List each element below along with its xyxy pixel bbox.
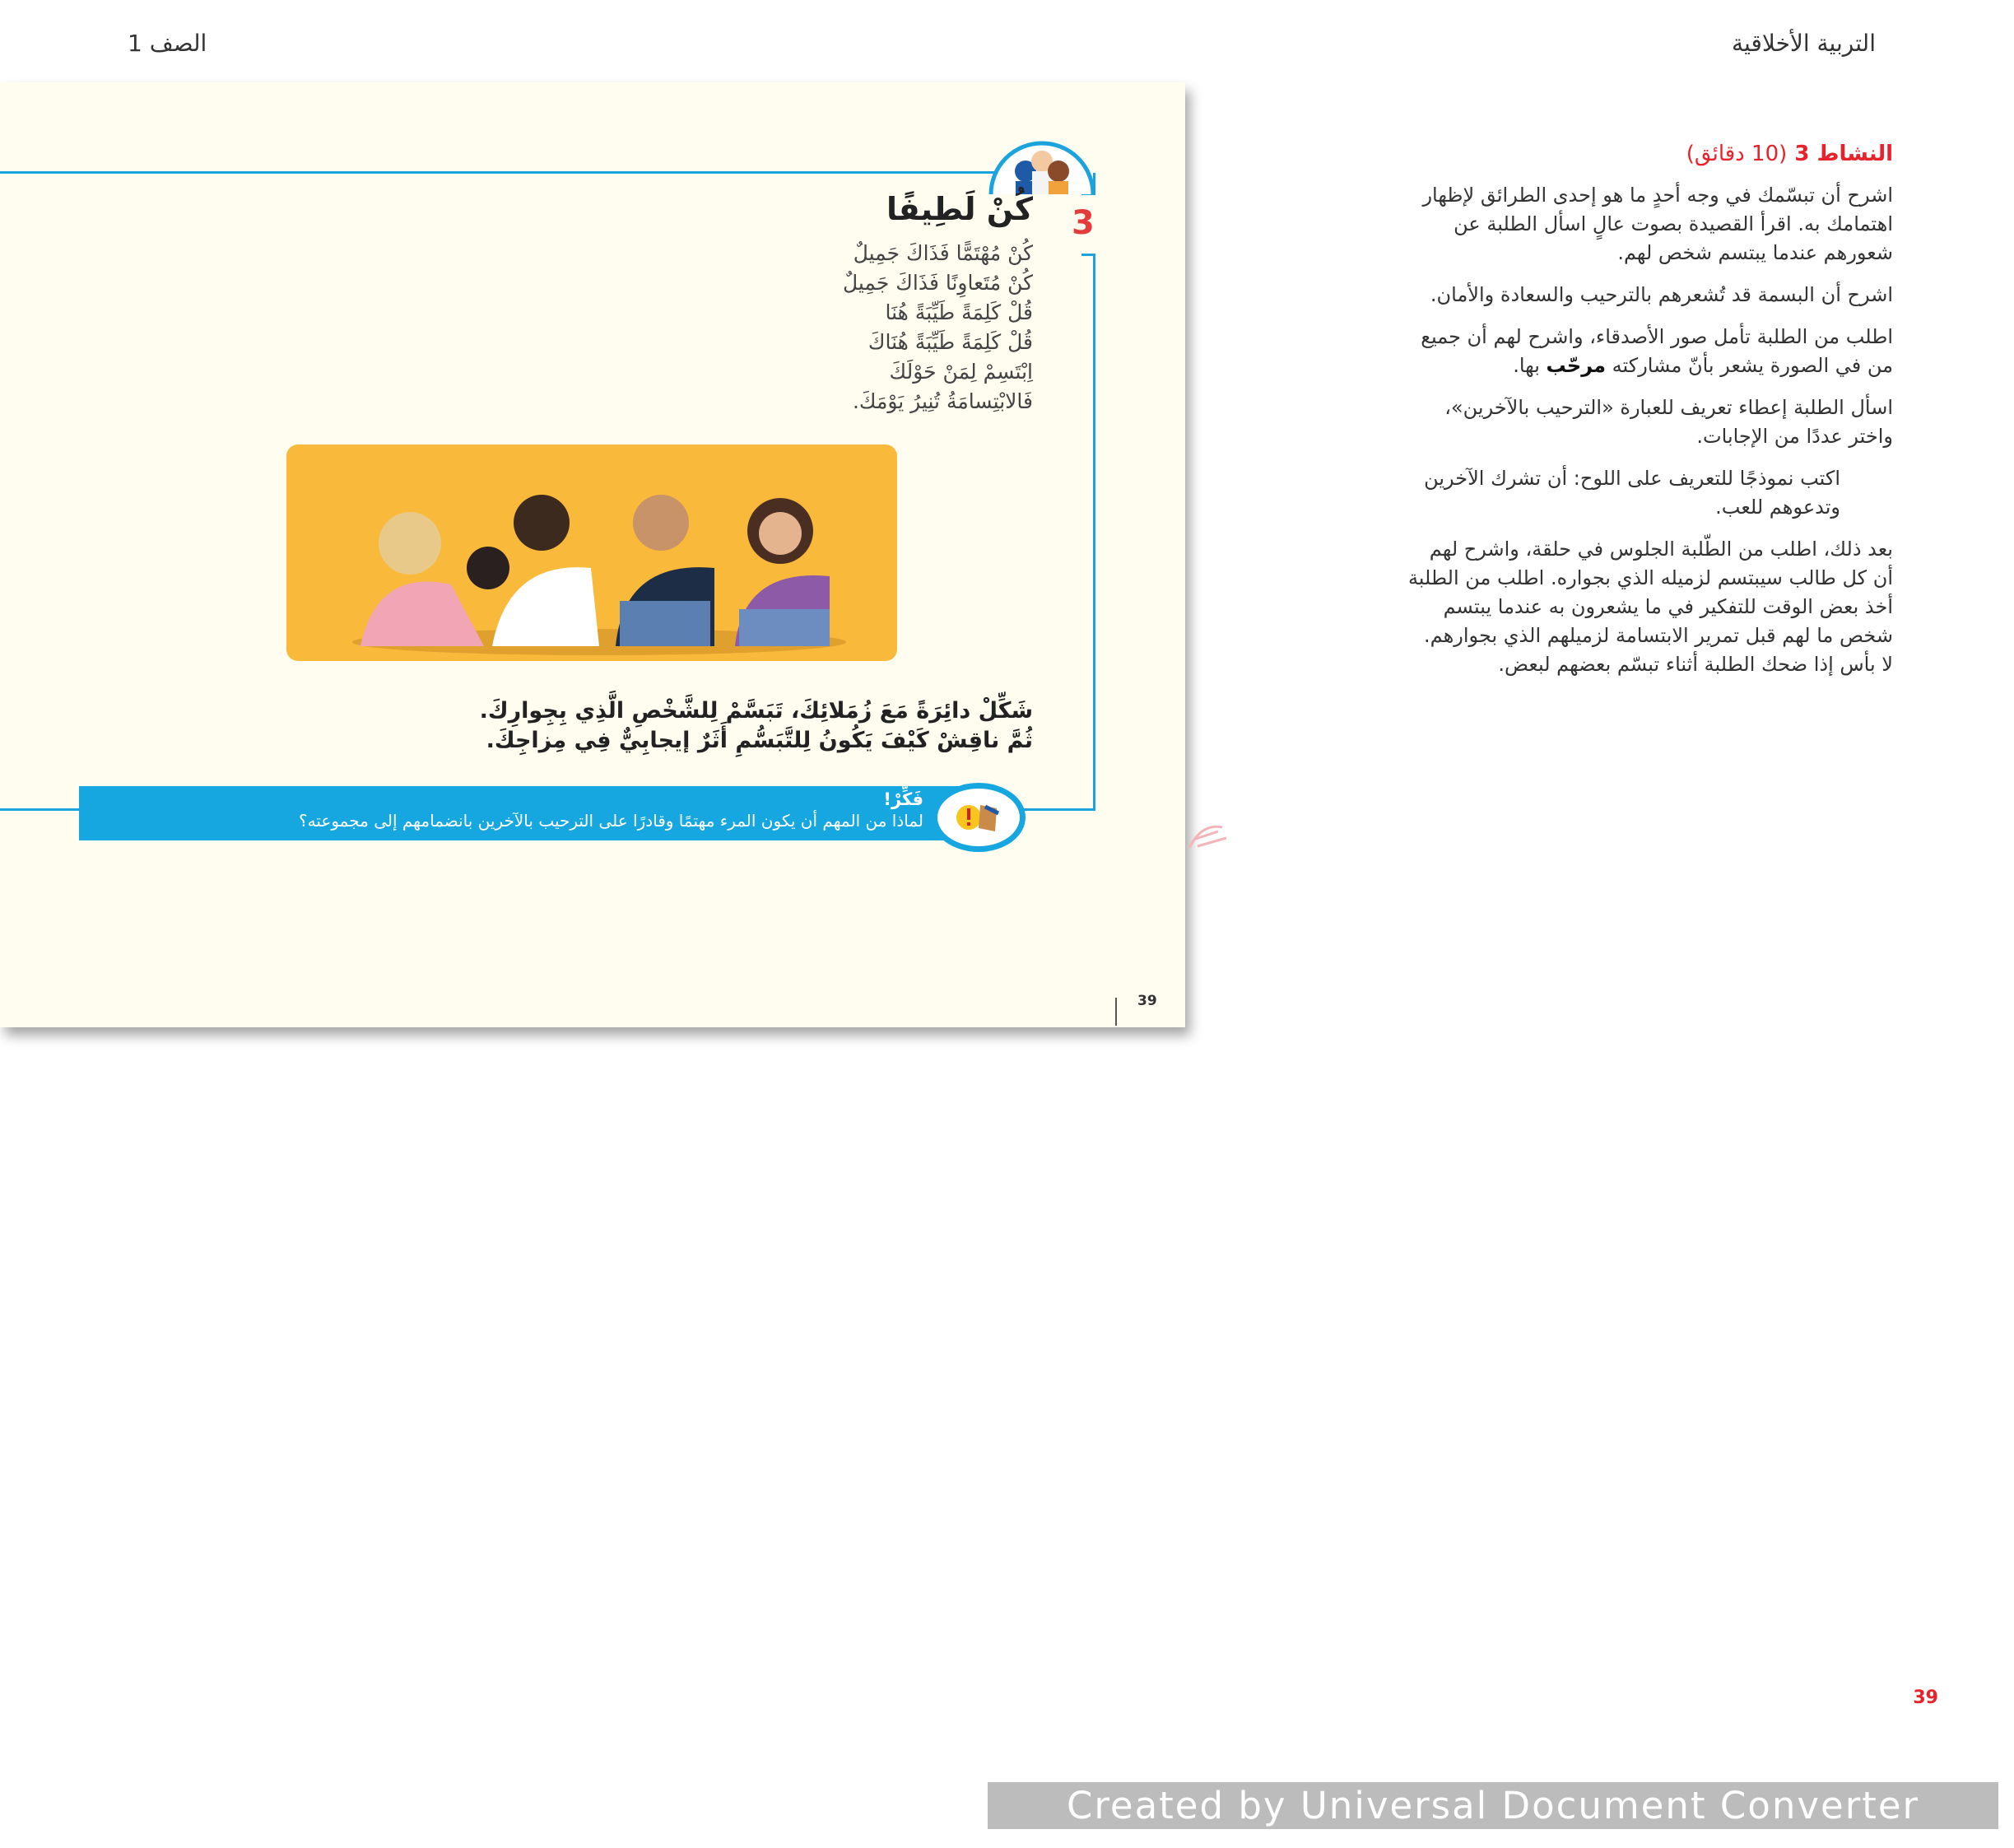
frame-right-line (1093, 254, 1095, 810)
poem-line: فَالابْتِسامَةُ تُنِيرُ يَوْمَكَ. (852, 389, 1033, 413)
activity-line: شَكِّلْ دائِرَةً مَعَ زُمَلائِكَ، تَبَسَّمْ لِلشَّخْصِ الَّذِي بِجِوارِكَ. (479, 698, 1033, 724)
friends-icon (988, 138, 1096, 196)
poem-line: اِبْتَسِمْ لِمَنْ حَوْلَكَ (889, 360, 1033, 384)
notes-line (1251, 351, 1893, 380)
poem-line: كُنْ مُتَعاوِنًا فَذَاكَ جَمِيلٌ (842, 271, 1033, 295)
think-title: فَكِّرْ! (883, 789, 923, 809)
notes-line: أن كل طالب سيبتسم لزميله الذي بجواره. اطلب من الطلبة (1407, 566, 1893, 589)
notes-paragraph (1251, 181, 1893, 268)
notes-line: اكتب نموذجًا للتعريف على اللوح: أن تشرك الآخرين (1424, 467, 1840, 490)
think-box (79, 786, 960, 840)
activity-heading (1251, 142, 1893, 166)
notes-line: شخص ما لهم قبل تمرير الابتسامة لزميلهم الذي بجوارهم. (1424, 624, 1893, 647)
teacher-page-number: 39 (1913, 1687, 1938, 1708)
children-photo (286, 445, 897, 661)
notes-text: من في الصورة يشعر بأنّ مشاركته (1612, 354, 1893, 377)
poem-line: كُنْ مُهْتَمًّا فَذَاكَ جَمِيلٌ (853, 241, 1033, 265)
notes-line: شعورهم عندما يبتسم شخص لهم. (1617, 241, 1893, 264)
notes-paragraph (1251, 464, 1893, 522)
converter-watermark: Created by Universal Document Converter (988, 1782, 1998, 1829)
header-subject: التربية الأخلاقية (1732, 30, 1876, 57)
lesson-title: كُنْ لَطِيفًا (886, 191, 1033, 227)
activity-line: ثُمَّ ناقِشْ كَيْفَ يَكُونُ لِلتَّبَسُّمِ أَثَرٌ إيجابِيٌّ فِي مِزاجِكَ. (486, 728, 1033, 753)
think-question: لماذا من المهم أن يكون المرء مهتمًا وقادرًا على الترحيب بالآخرين بانضمامهم إلى مجموعته؟ (299, 811, 923, 831)
page-number-divider (1115, 998, 1117, 1026)
stamp-mark (1185, 815, 1235, 856)
poem (621, 239, 1033, 417)
notes-line: اهتمامك به. اقرأ القصيدة بصوت عالٍ اسأل الطلبة عن (1454, 212, 1893, 235)
thinking-icon (937, 789, 1020, 846)
frame-top-line (0, 171, 1000, 174)
poem-line: قُلْ كَلِمَةً طَيِّبَةً هُنَاكَ (867, 330, 1033, 354)
notes-text: بها. (1513, 354, 1540, 377)
notes-paragraph (1251, 393, 1893, 451)
notes-line: اسأل الطلبة إعطاء تعريف للعبارة «الترحيب بالآخرين»، (1444, 396, 1893, 419)
activity-duration: (10 دقائق) (1686, 142, 1788, 166)
teacher-notes (1251, 142, 1893, 692)
notes-line: لا بأس إذا ضحك الطلبة أثناء تبسّم بعضهم لبعض. (1498, 653, 1893, 676)
notes-line: اشرح أن البسمة قد تُشعرهم بالترحيب والسعادة والأمان. (1430, 283, 1893, 306)
notes-paragraph (1251, 323, 1893, 380)
activity-instructions (292, 696, 1033, 756)
notes-line: أخذ بعض الوقت للتفكير في ما يشعرون به عندما يبتسم (1443, 595, 1893, 618)
lesson-number: 3 (1072, 204, 1095, 242)
frame-bottom-left (0, 808, 79, 811)
notes-line: اطلب من الطلبة تأمل صور الأصدقاء، واشرح لهم أن جميع (1421, 325, 1893, 348)
poem-line: قُلْ كَلِمَةً طَيِّبَةً هُنَا (885, 300, 1033, 324)
notes-line: وتدعوهم للعب. (1715, 496, 1840, 519)
notes-line: اشرح أن تبسّمك في وجه أحدٍ ما هو إحدى الطرائق لإظهار (1422, 184, 1893, 207)
notes-paragraph (1251, 535, 1893, 679)
frame-bottom-right (1012, 808, 1095, 811)
notes-line: واختر عددًا من الإجابات. (1696, 425, 1893, 448)
student-page-number: 39 (1137, 993, 1157, 1009)
activity-label: النشاط 3 (1794, 142, 1893, 166)
think-icon-badge (932, 783, 1026, 852)
header-grade: الصف 1 (128, 30, 207, 57)
notes-bold-word: مرحّب (1546, 354, 1607, 377)
children-illustration (286, 445, 897, 661)
notes-line: بعد ذلك، اطلب من الطّلبة الجلوس في حلقة، واشرح لهم (1429, 538, 1893, 561)
notes-paragraph (1251, 281, 1893, 310)
